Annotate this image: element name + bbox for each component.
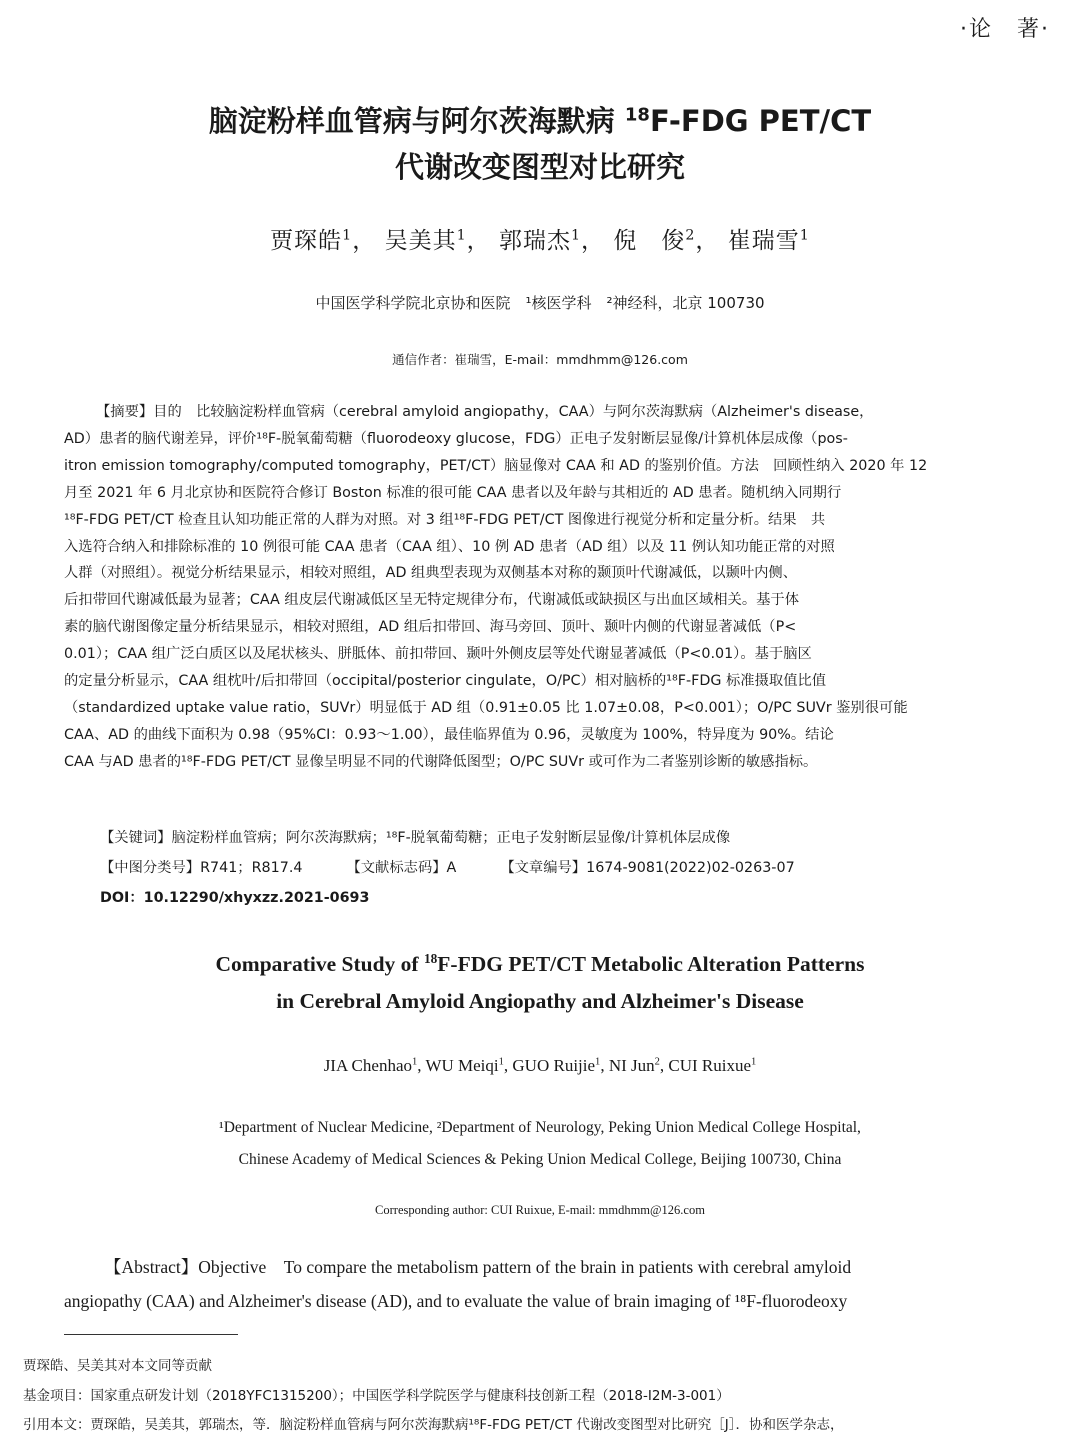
cn-author: 崔瑞雪: [727, 228, 800, 254]
cn-abstract-line: 0.01）；CAA 组广泛白质区以及尾状核头、胼胝体、前扣带回、颞叶外侧皮层等处代谢显著减低（P<0.01）。基于脑区: [64, 646, 812, 663]
en-title-line1-post: F-FDG PET/CT Metabolic Alteration Patterns: [437, 952, 865, 976]
cn-title-line2: 代谢改变图型对比研究: [394, 150, 685, 184]
en-author: WU Meiqi: [425, 1056, 499, 1075]
cn-abstract-line: AD）患者的脑代谢差异，评价¹⁸F-脱氧葡萄糖（fluorodeoxy glucose，FDG）正电子发射断层显像/计算机体层成像（pos-: [64, 430, 848, 447]
cn-title-line1: 脑淀粉样血管病与阿尔茨海默病: [208, 104, 615, 138]
cn-author-sup: 1: [456, 227, 467, 244]
cn-author: 吴美其: [384, 228, 457, 254]
en-title-line1-pre: Comparative Study of: [215, 952, 424, 976]
en-affiliation: [0, 1112, 1080, 1176]
cn-title-sup: 18: [624, 104, 650, 126]
cn-abstract-line: itron emission tomography/computed tomography，PET/CT）脑显像对 CAA 和 AD 的鉴别价值。方法 回顾性纳入 2020 年 12: [64, 457, 928, 474]
cn-author-sup: 1: [342, 227, 353, 244]
cn-abstract-line: 人群（对照组）。视觉分析结果显示，相较对照组，AD 组典型表现为双侧基本对称的颞顶叶代谢减低，以颞叶内侧、: [64, 565, 798, 582]
en-author-sup: 2: [654, 1056, 660, 1068]
en-title-sup: 18: [423, 950, 438, 966]
cn-corresponding-author: 通信作者：崔瑞雪，E-mail：mmdhmm@126.com: [392, 352, 688, 367]
cn-abstract-line: 后扣带回代谢减低最为显著；CAA 组皮层代谢减低区呈无特定规律分布，代谢减低或缺损区与出血区域相关。基于体: [64, 592, 800, 609]
en-affiliation-line1: ¹Department of Nuclear Medicine, ²Department of Neurology, Peking Union Medical College Hospital,: [219, 1119, 861, 1136]
cn-abstract-line: ¹⁸F-FDG PET/CT 检查且认知功能正常的人群为对照。对 3 组¹⁸F-FDG PET/CT 图像进行视觉分析和定量分析。结果 共: [64, 511, 826, 528]
document-code: 【文献标志码】A: [346, 860, 457, 876]
cn-author-sup: 2: [685, 227, 696, 244]
article-number: 【文章编号】1674-9081(2022)02-0263-07: [500, 860, 795, 876]
doi: DOI：10.12290/xhyxzz.2021-0693: [100, 890, 370, 906]
section-tag: ·论 著·: [960, 17, 1050, 42]
en-author: NI Jun: [608, 1056, 655, 1075]
en-author-sup: 1: [498, 1056, 504, 1068]
en-author: GUO Ruijie: [512, 1056, 596, 1075]
en-author-sup: 1: [751, 1056, 757, 1068]
cn-author-sup: 1: [799, 227, 810, 244]
keywords: 【关键词】脑淀粉样血管病；阿尔茨海默病；¹⁸F-脱氧葡萄糖；正电子发射断层显像/计算机体层成像: [100, 830, 731, 846]
cn-abstract-line: 的定量分析显示，CAA 组枕叶/后扣带回（occipital/posterior cingulate，O/PC）相对脑桥的¹⁸F-FDG 标准摄取值比值: [64, 673, 827, 690]
en-abstract-line: angiopathy (CAA) and Alzheimer's disease (AD), and to evaluate the value of brain imaging of ¹⁸F-fluorodeoxy: [64, 1291, 848, 1311]
cn-title: [0, 98, 1080, 190]
cn-abstract-line: 月至 2021 年 6 月北京协和医院符合修订 Boston 标准的很可能 CAA 患者以及年龄与其相近的 AD 患者。随机纳入同期行: [64, 484, 842, 501]
cn-abstract-line: CAA 与AD 患者的¹⁸F-FDG PET/CT 显像呈明显不同的代谢降低图型；O/PC SUVr 或可作为二者鉴别诊断的敏感指标。: [64, 753, 818, 770]
class-number: 【中图分类号】R741；R817.4: [100, 860, 303, 876]
en-author: CUI Ruixue: [668, 1056, 752, 1075]
footnote-line: 基金项目：国家重点研发计划（2018YFC1315200）；中国医学科学院医学与健康科技创新工程（2018-I2M-3-001）: [23, 1387, 730, 1404]
cn-authors: 贾琛皓$^1$， 吴美其$^1$， 郭瑞杰$^1$， 倪 俊$^2$， 崔瑞雪$^1$: [270, 227, 810, 254]
en-title: [0, 946, 1080, 1020]
cn-abstract-line: （standardized uptake value ratio，SUVr）明显低于 AD 组（0.91±0.05 比 1.07±0.08，P<0.001）；O/PC SUVr 鉴别很可能: [64, 699, 908, 716]
footnote-line: 引用本文：贾琛皓，吴美其，郭瑞杰，等．脑淀粉样血管病与阿尔茨海默病¹⁸F-FDG PET/CT 代谢改变图型对比研究［J］．协和医学杂志，: [23, 1417, 844, 1433]
en-affiliation-line2: Chinese Academy of Medical Sciences & Peking Union Medical College, Beijing 100730, China: [238, 1151, 842, 1168]
cn-author-sup: 1: [570, 227, 582, 244]
cn-author: 贾琛皓: [270, 228, 343, 254]
en-authors: JIA Chenhao$^1$, WU Meiqi$^1$, GUO Ruijie$^1$, NI Jun$^2$, CUI Ruixue$^1$: [323, 1056, 757, 1075]
classification-line: [100, 857, 1000, 877]
cn-abstract-line: 入选符合纳入和排除标准的 10 例很可能 CAA 患者（CAA 组）、10 例 AD 患者（AD 组）以及 11 例认知功能正常的对照: [64, 538, 835, 555]
en-corresponding-author: Corresponding author: CUI Ruixue, E-mail: mmdhmm@126.com: [375, 1203, 705, 1217]
cn-author: 倪 俊: [613, 228, 686, 254]
footnote-line: 贾琛皓、吴美其对本文同等贡献: [23, 1358, 212, 1374]
cn-author: 郭瑞杰: [498, 228, 571, 254]
en-abstract-line: 【Abstract】Objective To compare the metabolism pattern of the brain in patients with cerebral amyloid: [104, 1257, 852, 1277]
en-abstract: [64, 1250, 1020, 1318]
en-author: JIA Chenhao: [323, 1056, 412, 1075]
en-author-sup: 1: [595, 1056, 601, 1068]
footnotes: [23, 1352, 1063, 1441]
cn-title-line1-tail: F-FDG PET/CT: [649, 104, 872, 138]
cn-abstract-line: 素的脑代谢图像定量分析结果显示，相较对照组，AD 组后扣带回、海马旁回、顶叶、颞叶内侧的代谢显著减低（P<: [64, 619, 797, 636]
cn-abstract: [64, 399, 1020, 776]
cn-abstract-line: 【摘要】目的 比较脑淀粉样血管病（cerebral amyloid angiopathy，CAA）与阿尔茨海默病（Alzheimer's disease，: [96, 404, 874, 420]
footnote-divider: [64, 1334, 238, 1335]
cn-abstract-line: CAA、AD 的曲线下面积为 0.98（95%CI：0.93～1.00），最佳临界值为 0.96，灵敏度为 100%，特异度为 90%。结论: [64, 726, 834, 743]
en-author-sup: 1: [411, 1056, 418, 1068]
cn-affiliation: 中国医学科学院北京协和医院 ¹核医学科 ²神经科，北京 100730: [315, 294, 765, 312]
en-title-line2: in Cerebral Amyloid Angiopathy and Alzheimer's Disease: [276, 989, 804, 1013]
